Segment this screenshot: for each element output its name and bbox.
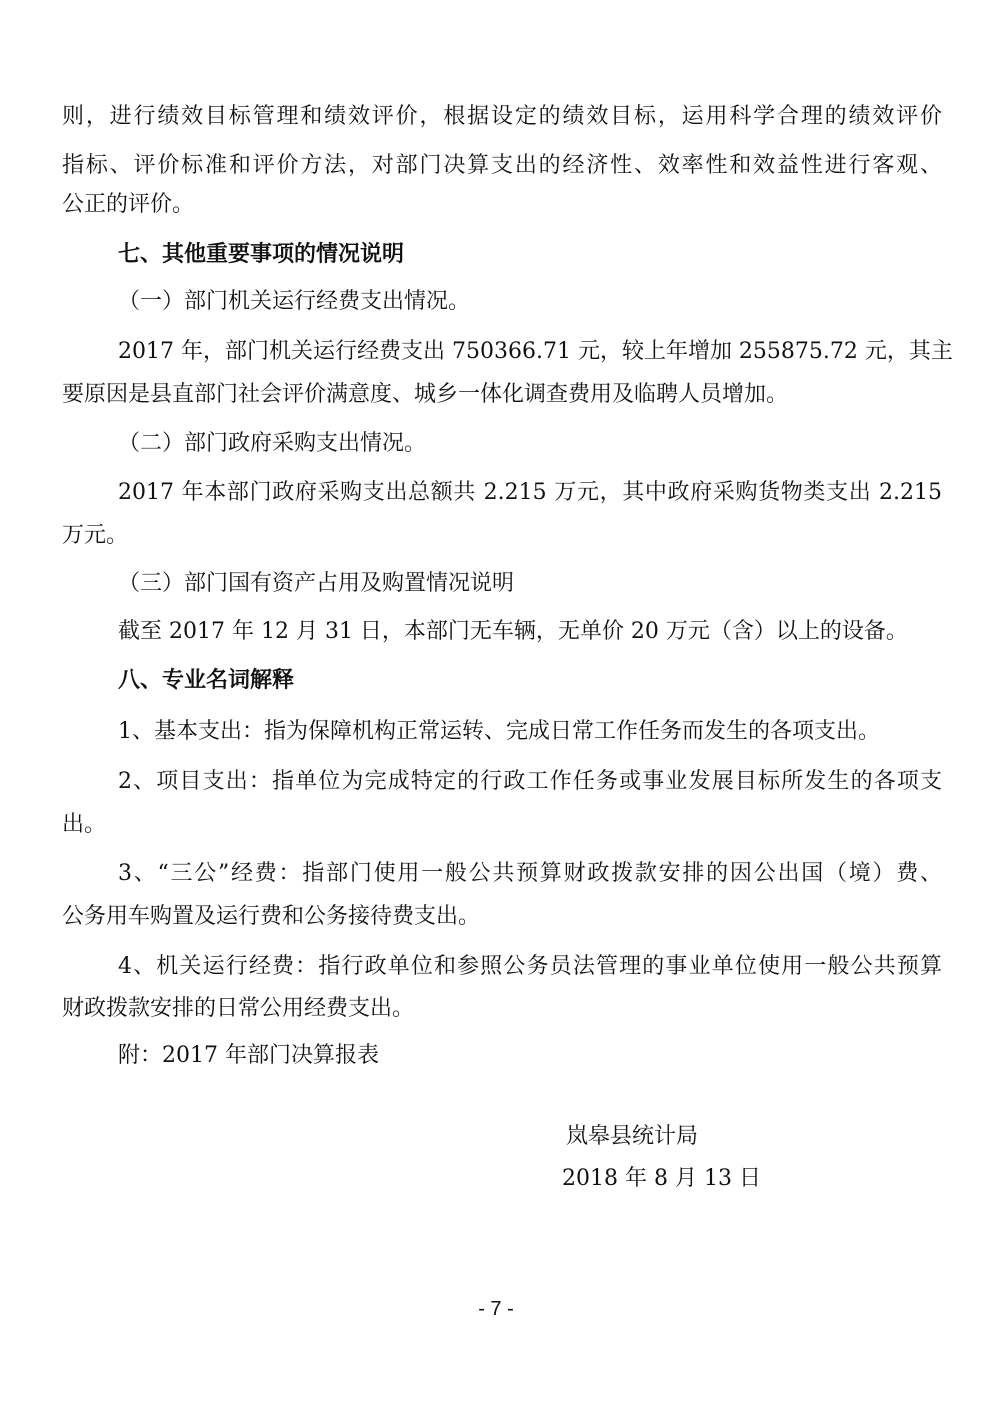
body-text-line: 公务用车购置及运行费和公务接待费支出。: [62, 904, 481, 929]
definition-item: 3、“三公”经费：指部门使用一般公共预算财政拨款安排的因公出国（境）费、: [118, 861, 942, 886]
body-text-line: 财政拨款安排的日常公用经费支出。: [62, 996, 415, 1021]
body-text-line: 2017 年，部门机关运行经费支出 750366.71 元，较上年增加 255875.72 元，其主: [118, 339, 953, 364]
definition-item: 4、机关运行经费：指行政单位和参照公务员法管理的事业单位使用一般公共预算: [118, 954, 942, 979]
body-text-line: 指标、评价标准和评价方法，对部门决算支出的经济性、效率性和效益性进行客观、: [62, 153, 942, 178]
subsection-heading: （二）部门政府采购支出情况。: [118, 431, 427, 456]
signature-organization: 岚皋县统计局: [566, 1124, 699, 1149]
page-number: - 7 -: [478, 1298, 514, 1320]
signature-date: 2018 年 8 月 13 日: [562, 1166, 761, 1191]
definition-item: 1、基本支出：指为保障机构正常运转、完成日常工作任务而发生的各项支出。: [118, 719, 880, 744]
section-heading: 七、其他重要事项的情况说明: [118, 242, 405, 267]
subsection-heading: （一）部门机关运行经费支出情况。: [118, 289, 471, 314]
subsection-heading: （三）部门国有资产占用及购置情况说明: [118, 571, 515, 596]
body-text-line: 截至 2017 年 12 月 31 日，本部门无车辆，无单价 20 万元（含）以上的设备。: [118, 619, 908, 644]
body-text-line: 要原因是县直部门社会评价满意度、城乡一体化调查费用及临聘人员增加。: [62, 382, 789, 407]
section-heading: 八、专业名词解释: [118, 668, 295, 693]
definition-item: 2、项目支出：指单位为完成特定的行政工作任务或事业发展目标所发生的各项支: [118, 769, 942, 794]
body-text-line: 则，进行绩效目标管理和绩效评价，根据设定的绩效目标，运用科学合理的绩效评价: [62, 104, 942, 129]
attachment-note: 附：2017 年部门决算报表: [118, 1043, 379, 1068]
body-text-line: 2017 年本部门政府采购支出总额共 2.215 万元，其中政府采购货物类支出 2.215: [118, 480, 942, 505]
body-text-line: 万元。: [62, 523, 129, 548]
body-text-line: 出。: [62, 812, 107, 837]
body-text-line: 公正的评价。: [62, 192, 195, 217]
